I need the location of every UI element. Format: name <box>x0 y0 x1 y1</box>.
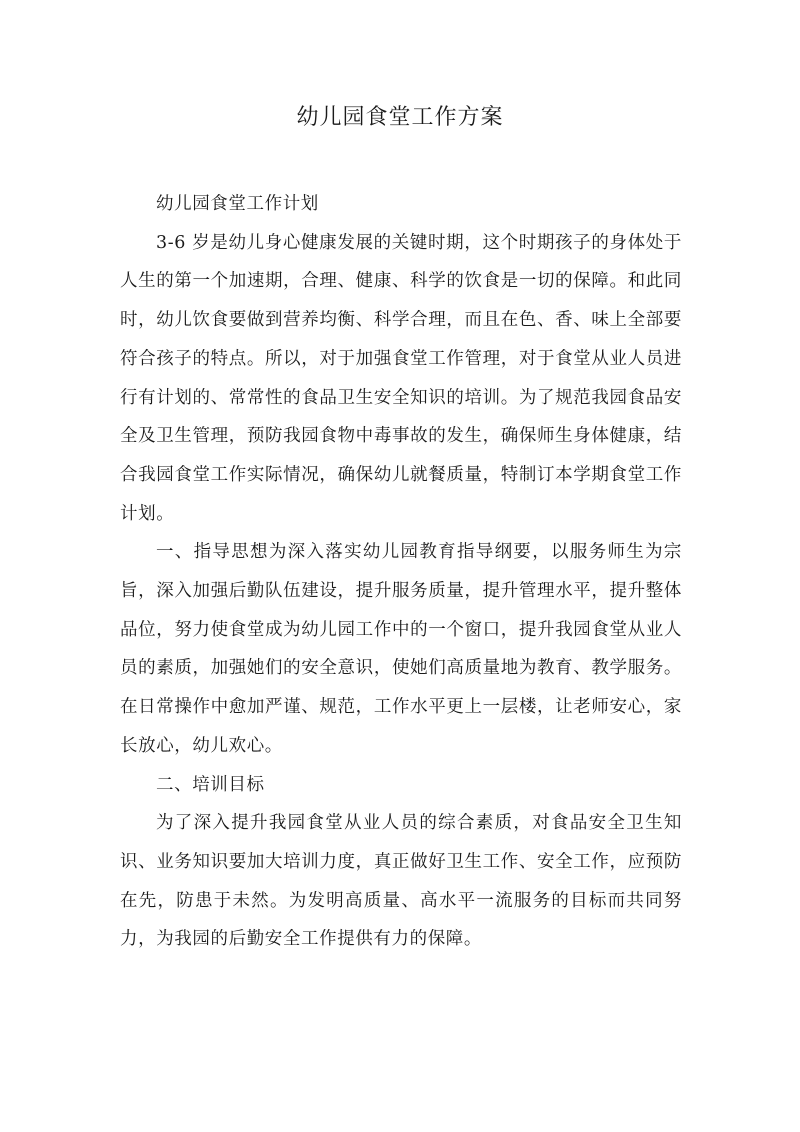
paragraph-training-goals: 为了深入提升我园食堂从业人员的综合素质，对食品安全卫生知识、业务知识要加大培训力度，真正做好卫生工作、安全工作，应预防在先，防患于未然。为发明高质量、高水平一流服务的目标而共同努力，为我园的后勤安全工作提供有力的保障。 <box>120 813 682 950</box>
paragraph-guiding-ideology: 一、指导思想为深入落实幼儿园教育指导纲要，以服务师生为宗旨，深入加强后勤队伍建设，提升服务质量，提升管理水平，提升整体品位，努力使食堂成为幼儿园工作中的一个窗口，提升我园食堂从业人员的素质，加强她们的安全意识，使她们高质量地为教育、教学服务。在日常操作中愈加严谨、规范，工作水平更上一层楼，让老师安心，家长放心，幼儿欢心。 <box>120 542 682 756</box>
paragraph-introduction: 3-6 岁是幼儿身心健康发展的关键时期，这个时期孩子的身体处于人生的第一个加速期，合理、健康、科学的饮食是一切的保障。和此同时，幼儿饮食要做到营养均衡、科学合理，而且在色、香、味上全部要符合孩子的特点。所以，对于加强食堂工作管理，对于食堂从业人员进行有计划的、常常性的食品卫生安全知识的培训。为了规范我园食品安全及卫生管理，预防我园食物中毒事故的发生，确保师生身体健康，结合我园食堂工作实际情况，确保幼儿就餐质量，特制订本学期食堂工作计划。 <box>120 232 682 524</box>
paragraph-training-goals-heading: 二、培训目标 <box>156 774 265 795</box>
document-body <box>120 185 682 959</box>
document-title: 幼儿园食堂工作方案 <box>296 105 504 130</box>
paragraph-plan-heading: 幼儿园食堂工作计划 <box>156 194 319 214</box>
